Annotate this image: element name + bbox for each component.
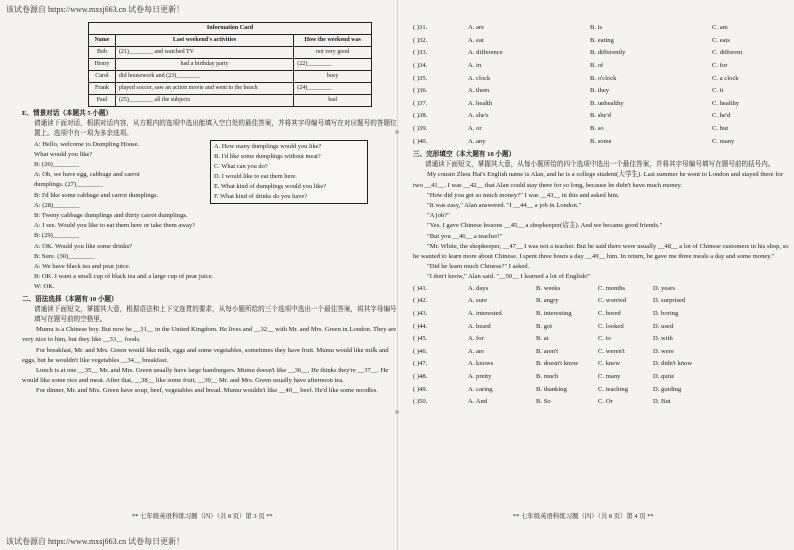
dialogue-line: B: (29)________ <box>34 232 80 240</box>
passage-paragraph: "A job?" <box>427 212 450 220</box>
dialogue-line: A: Oh, we have egg, cabbage and carrot <box>34 171 140 179</box>
table-header: Last weekend's activities <box>115 35 293 47</box>
table-row: Bob (21)________ and watched TV not very good <box>89 47 372 59</box>
passage-paragraph: "Yes. I gave Chinese lessons __45__ a shopkeeper(店主). And we became good friends." <box>427 222 663 230</box>
question-row: ( )43. A. interested B. interesting C. bored D. boring <box>413 309 679 317</box>
question-row: ( )49. A. caring B. thanking C. teaching D. guiding <box>413 385 682 393</box>
question-row: ( )44. A. heard B. got C. looked D. used <box>413 322 674 330</box>
left-page <box>22 22 399 522</box>
section-3-title: 三、完形填空（本大题有 10 小题） <box>413 150 516 158</box>
table-row: Henry had a birthday party (22)________ <box>89 59 372 71</box>
question-row: ( )34. A. in B. of C. for <box>413 61 728 69</box>
question-row: ( )36. A. them B. they C. it <box>413 87 724 95</box>
question-row: ( )33. A. difference B. differently C. different <box>413 49 743 57</box>
dialogue-line: B: I'd like some cabbage and carrot dumplings. <box>34 191 159 199</box>
option-item: B. I'd like some dumplings without meat? <box>214 152 321 160</box>
passage-paragraph: "Mr. White, the shopkeeper, __47__ I was not a teacher. But he said there were usually __48__ a lot of Chinese customers in his shop, so he wanted to learn more about Chinese. I spent three hours a day __49__ him. In return, he gave me three meals a day and some money." <box>413 242 789 260</box>
question-row: ( )40. A. any B. some C. many <box>413 137 735 145</box>
passage-paragraph: "It was easy," Alan answered. "I __44__ a job in London." <box>427 201 582 209</box>
dialogue-line: A: We have black tea and pear juice. <box>34 263 131 271</box>
passage-paragraph: For dinner, Mr. and Mrs. Green have soup, beef, vegetables and bread. Mumu wouldn't like __40__ beef. He'd like some noodles. <box>36 387 378 395</box>
passage-paragraph: Mumu is a Chinese boy. But now he __31__ in the United Kingdom. He lives and __32__ with Mr. and Mrs. Green in London. They are very nice to him, but they like __33__ foods. <box>22 326 397 344</box>
question-row: ( )47. A. knows B. doesn't know C. knew D. didn't know <box>413 360 693 368</box>
passage-paragraph: Lunch is at one __35__ Mr. and Mrs. Green usually have large hamburgers. Mumu doesn't like __36__. He thinks they're __37__. He would like some rice and meat. After that, __38__ like some fruit, __39__ Mr. and Mrs. Green usually have afternoon tea. <box>22 367 389 385</box>
section-2-title: 二、语法选择（本题有 10 小题） <box>22 295 118 303</box>
options-box <box>210 140 368 204</box>
table-header: How the weekend was <box>294 35 372 47</box>
dialogue-line: B: Sure. (30)________ <box>34 252 95 260</box>
passage-paragraph: "I don't know," Alan said. "__50__ I learned a lot of English!" <box>427 273 591 281</box>
option-item: A. How many dumplings would you like? <box>214 142 322 150</box>
question-row: ( )35. A. clock B. o'clock C. a clock <box>413 74 739 82</box>
question-row: ( )37. A. health B. unhealthy C. healthy <box>413 99 740 107</box>
information-card-table <box>88 22 372 107</box>
mc-list-31-40 <box>413 22 790 148</box>
dialogue-line: B: (26)________ <box>34 161 80 169</box>
passage-paragraph: For breakfast, Mr. and Mrs. Green would like milk, eggs and some vegetables, sometimes they have fruit. Mumu would like milk and eggs, but he wouldn't like vegetables __34__ breakfast. <box>22 346 389 364</box>
dialogue-line: A: Hello, welcome to Dumpling House. <box>34 140 140 148</box>
section-2-instructions: 请通读下面短文，掌握其大意，根据语法和上下文连贯的要求，从每小题所给的三个选项中选出一个最佳答案，将其字母编号填写在题号前的空格里。 <box>34 305 397 324</box>
question-row: ( )41. A. days B. weeks C. months D. years <box>413 284 675 292</box>
watermark-top: 该试卷源自 https://www.mxsj663.cn 试卷每日更新！ <box>6 5 185 14</box>
option-item: F. What kind of drinks do you have? <box>214 192 308 200</box>
dialogue-line: dumplings. (27)________ <box>34 181 103 189</box>
table-row: Paul (25)________ all the subjects bad <box>89 95 372 107</box>
passage-paragraph: "How did you get so much money?" I was __43__ in this and asked him. <box>427 191 620 199</box>
option-item: E. What kind of dumplings would you like? <box>214 182 327 190</box>
option-item: D. I would like to eat them here. <box>214 172 297 180</box>
dialogue <box>22 140 399 293</box>
dialogue-line: B: OK. I want a small cup of black tea and a large cup of pear juice. <box>34 273 214 281</box>
right-page <box>413 22 790 522</box>
table-row: Carol did housework and (23)________ busy <box>89 71 372 83</box>
dialogue-line: B: Tweny cabbage dumplings and thirty carrot dumplings. <box>34 212 188 220</box>
dialogue-line: A: I see. Would you like to eat them here or take them away? <box>34 222 196 230</box>
question-row: ( )31. A. are B. is C. am <box>413 24 728 32</box>
table-row: Frank played soccer, saw an action movie and went to the beach (24)________ <box>89 83 372 95</box>
question-row: ( )50. A. And B. So C. Or D. But <box>413 398 671 406</box>
question-row: ( )32. A. eat B. eating C. eats <box>413 36 730 44</box>
table-header: Name <box>89 35 116 47</box>
section-e-instructions: 请通读下面对话，根据对话内容，从方框内的选项中选出能填入空白处的最佳答案，并将其字母编号填写在对应题号的答题位置上。选项中有一项为多余选项。 <box>34 120 397 138</box>
question-row: ( )38. A. she's B. she'd C. he'd <box>413 112 731 120</box>
dialogue-line: A: (28)________ <box>34 201 80 209</box>
passage-paragraph: My cousin Zhou Hai's English name is Alan, and he is a college student(大学生). Last summer he went to London and stayed there for two __41__. I was __42__ that Alan could stay there for so long, because he didn't have much money. <box>413 171 783 189</box>
section-e-title: E、情景对话（本题共 5 小题） <box>22 110 113 117</box>
watermark-bottom: 该试卷源自 https://www.mxsj663.cn 试卷每日更新！ <box>6 537 185 546</box>
dialogue-line: A: OK. Would you like some drinks? <box>34 242 133 250</box>
section-3-instructions: 请通读下面短文，掌握其大意，从每小题所给的四个选项中选出一个最佳答案，并将其字母编号填写在题号前的括号内。 <box>425 161 775 169</box>
question-row: ( )45. A. for B. at C. to D. with <box>413 335 673 343</box>
question-row: ( )46. A. are B. aren't C. weren't D. were <box>413 347 674 355</box>
question-row: ( )48. A. pretty B. much C. many D. quite <box>413 372 675 380</box>
question-row: ( )39. A. or B. so C. but <box>413 124 729 132</box>
page-footer: ** 七年级英语科练习题（四）（共 8 页）第 3 页 ** <box>132 512 273 520</box>
table-caption: Information Card <box>89 23 372 35</box>
question-row: ( )42. A. sure B. angry C. worried D. surprised <box>413 297 686 305</box>
passage-paragraph: "Did he learn much Chinese?" I asked. <box>427 263 530 271</box>
passage-paragraph: "But you __46__ a teacher!" <box>427 232 503 240</box>
option-item: C. What can you do? <box>214 162 268 170</box>
dialogue-line: What would you like? <box>34 150 93 158</box>
dialogue-line: W: OK. <box>34 283 55 291</box>
mc-list-41-50 <box>413 283 790 409</box>
page-footer: ** 七年级英语科练习题（四）（共 8 页）第 4 页 ** <box>513 512 654 520</box>
